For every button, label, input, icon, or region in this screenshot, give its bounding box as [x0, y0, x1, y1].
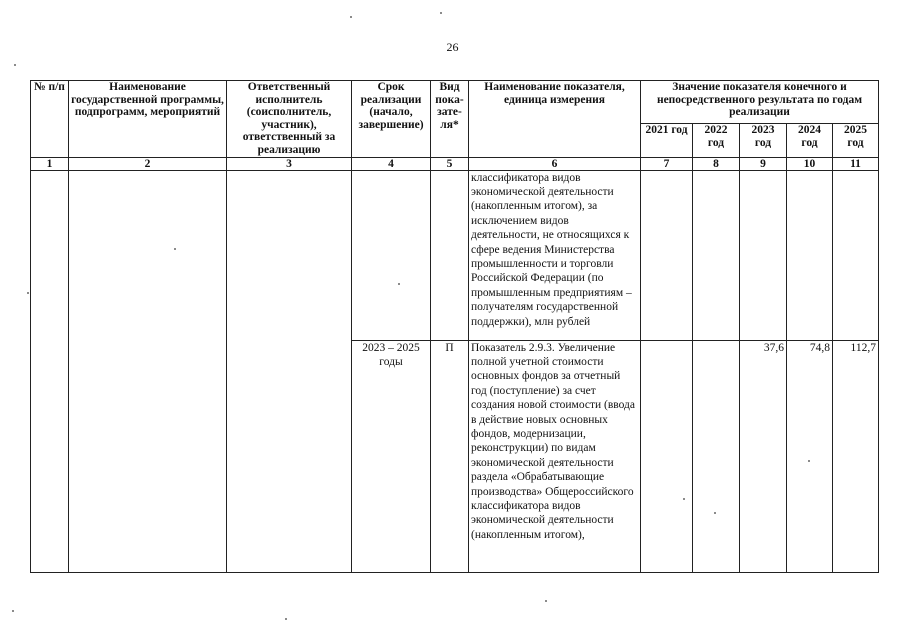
header-row-1: [31, 81, 879, 124]
program-name-cell: [69, 170, 227, 572]
value-2022: [693, 170, 740, 340]
responsible-cell: [227, 170, 352, 572]
value-2023: [740, 170, 787, 340]
column-number: 2: [69, 157, 227, 170]
column-number-row: [31, 157, 879, 170]
column-number: 7: [641, 157, 693, 170]
header-number: № п/п: [31, 81, 69, 158]
header-responsible: Ответственный исполнитель (соисполнитель, участник), ответственный за реализацию: [227, 81, 352, 158]
value-2021: [641, 170, 693, 340]
page-number: 26: [446, 40, 459, 54]
column-number: 4: [352, 157, 431, 170]
table-row: [31, 170, 879, 340]
indicator-table: [30, 80, 879, 573]
column-number: 1: [31, 157, 69, 170]
header-period: Срок реализации (начало, завершение): [352, 81, 431, 158]
header-indicator-kind: Вид пока-зате-ля*: [431, 81, 469, 158]
value-2024: [787, 170, 833, 340]
header-year-2024: 2024 год: [787, 124, 833, 158]
column-number: 11: [833, 157, 879, 170]
period-cell: [352, 170, 431, 340]
indicator-kind-cell: [431, 170, 469, 340]
row-number-cell: [31, 170, 69, 572]
value-2024: 74,8: [787, 340, 833, 572]
value-2022: [693, 340, 740, 572]
indicator-kind-cell: П: [431, 340, 469, 572]
header-indicator-name: Наименование показателя, единица измерения: [469, 81, 641, 158]
value-2025: [833, 170, 879, 340]
header-year-2023: 2023 год: [740, 124, 787, 158]
header-year-2025: 2025 год: [833, 124, 879, 158]
column-number: 3: [227, 157, 352, 170]
column-number: 8: [693, 157, 740, 170]
header-year-2022: 2022 год: [693, 124, 740, 158]
column-number: 5: [431, 157, 469, 170]
header-values-group: Значение показателя конечного и непосредственного результата по годам реализации: [641, 81, 879, 124]
column-number: 6: [469, 157, 641, 170]
indicator-description: Показатель 2.9.3. Увеличение полной учетной стоимости основных фондов за отчетный год (поступление) за счет создания новой стоимости (ввода в действие новых основных фондов, модернизации, реконструкции) по видам экономической деятельности раздела «Обрабатывающие производства» Общероссийского классификатора видов экономической деятельности (накопленным итогом),: [469, 340, 641, 572]
column-number: 10: [787, 157, 833, 170]
value-2025: 112,7: [833, 340, 879, 572]
period-cell: 2023 – 2025 годы: [352, 340, 431, 572]
value-2023: 37,6: [740, 340, 787, 572]
indicator-description: классификатора видов экономической деятельности (накопленным итогом), за исключением видов деятельности, не относящихся к сфере ведения Министерства промышленности и торговли Российской Федерации (по промышленным предприятиям – получателям государственной поддержки), млн рублей: [469, 170, 641, 340]
header-year-2021: 2021 год: [641, 124, 693, 158]
value-2021: [641, 340, 693, 572]
header-program-name: Наименование государственной программы, подпрограмм, мероприятий: [69, 81, 227, 158]
column-number: 9: [740, 157, 787, 170]
